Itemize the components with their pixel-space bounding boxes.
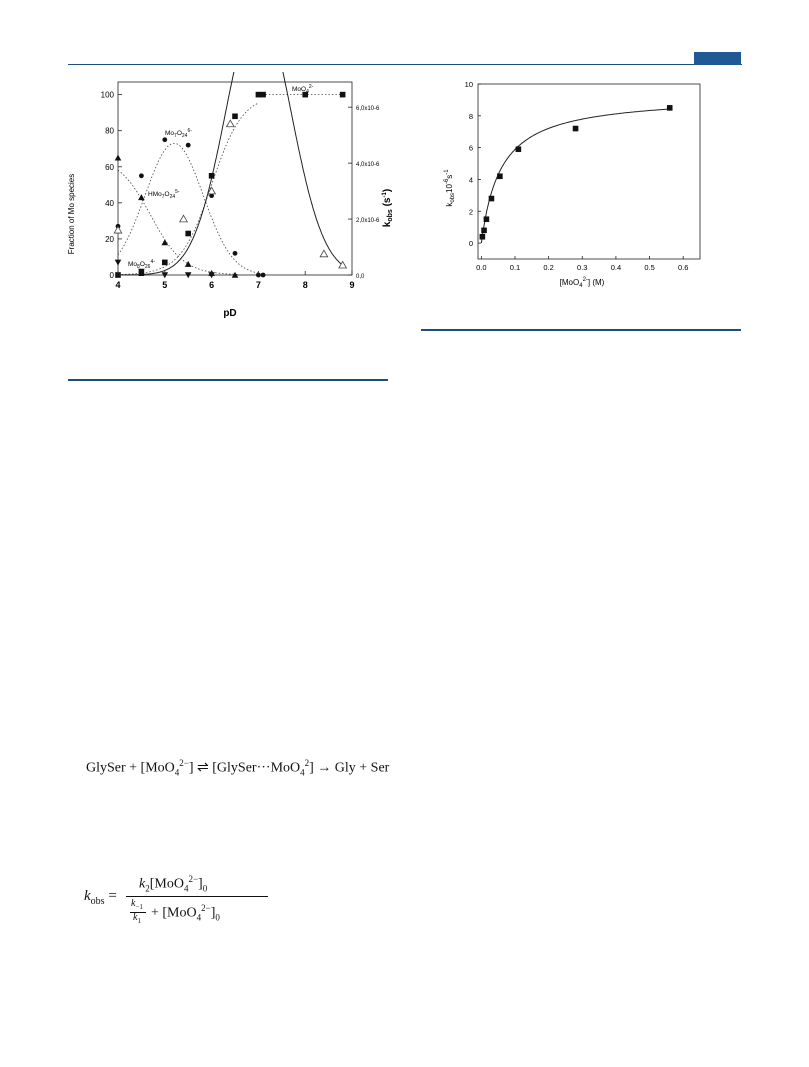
data-point-circle <box>162 137 167 142</box>
data-point <box>484 216 490 222</box>
x-tick-label: 0.0 <box>476 263 487 272</box>
data-point <box>489 196 495 202</box>
section-rule-right <box>421 329 741 331</box>
x-tick-label: 5 <box>162 280 168 290</box>
y-tick-label-right: 4,0x10-6 <box>356 162 380 169</box>
y-axis-label: $k_{obs}10^{-6}s^{-1}$ <box>444 169 456 207</box>
reaction-equation: GlySer + [MoO$_4^{2-}$] ⇌ [GlySer···MoO$_4^2$] → Gly + Ser <box>86 758 390 778</box>
y-tick-label-right: 0,0 <box>356 274 365 280</box>
y-tick-label-left: 60 <box>105 162 114 172</box>
header-rule <box>68 64 742 65</box>
y-tick-label: 2 <box>468 207 473 217</box>
header-color-tab <box>694 52 741 65</box>
y-tick-label-right: 6,0x10-6 <box>356 106 380 113</box>
y-tick-label-left: 100 <box>100 90 114 100</box>
data-point-square <box>260 92 266 98</box>
data-point-circle <box>139 173 144 178</box>
data-point-square <box>232 113 238 119</box>
data-point-circle <box>186 143 191 148</box>
x-tick-label: 8 <box>302 280 308 290</box>
section-rule-left <box>68 379 388 381</box>
x-tick-label: 0.1 <box>509 263 521 272</box>
x-tick-label: 0.3 <box>577 263 588 272</box>
figure-left-speciation-plot <box>60 72 400 322</box>
label-mo7o24: $Mo_7O_{24}^{6-}$ <box>165 128 192 139</box>
label-mo8o26: $Mo_8O_{26}^{4-}$ <box>128 259 155 270</box>
data-point <box>497 173 503 179</box>
label-moo4: MoO$_4^{2-}$ <box>292 84 314 95</box>
plot-frame <box>118 82 352 275</box>
x-axis-label: [MoO$_4^{2-}$] (M) <box>559 277 605 289</box>
x-tick-label: 6 <box>209 280 215 290</box>
data-point-circle <box>261 273 266 278</box>
data-point-triangle-up <box>185 261 192 267</box>
label-hmo7o24: $HMo_7O_{24}^{5-}$ <box>148 189 180 200</box>
x-tick-label: 0.5 <box>644 263 655 272</box>
plot-frame <box>478 84 700 259</box>
y-tick-label-right: 2,0x10-6 <box>356 218 380 225</box>
fit-curve-hmo7o24 <box>118 170 240 274</box>
y-tick-label-left: 80 <box>105 126 114 136</box>
data-point-square <box>340 92 346 98</box>
y-axis-label-right: $k_{obs}$ $(s^{-1})$ <box>382 188 394 228</box>
y-tick-label-left: 0 <box>109 271 114 280</box>
y-tick-label: 10 <box>464 80 473 89</box>
data-point-square <box>209 173 215 179</box>
x-tick-label: 0.2 <box>543 263 554 272</box>
data-point-open-triangle <box>114 226 122 233</box>
x-axis-label: pD <box>223 308 237 319</box>
figure-right-kobs-plot <box>438 78 728 293</box>
data-point-triangle-up <box>115 154 122 160</box>
fraction-bar <box>126 896 268 897</box>
data-point <box>481 228 487 234</box>
data-point <box>573 126 579 132</box>
y-tick-label: 4 <box>468 175 473 185</box>
y-tick-label-left: 20 <box>105 234 114 244</box>
x-tick-label: 0.6 <box>677 263 689 272</box>
x-tick-label: 7 <box>255 280 261 290</box>
rate-equation: $k_{obs}$ = $k_2[MoO_4^{2-}]_0$ $k_{-1}$ $k_1$ + $[MoO_4^{2-}]_0$ <box>84 872 234 928</box>
y-axis-label-left: Fraction of Mo species <box>67 173 76 255</box>
data-point-open-triangle <box>227 120 235 127</box>
fit-curve-kobs <box>118 72 345 275</box>
data-point <box>480 234 486 240</box>
y-tick-label-left: 40 <box>105 198 114 208</box>
data-point-open-triangle <box>180 215 188 222</box>
data-point-triangle-down <box>115 260 122 266</box>
y-tick-label: 6 <box>468 143 473 153</box>
x-tick-label: 0.4 <box>610 263 622 272</box>
y-tick-label: 0 <box>468 239 473 249</box>
x-tick-label: 4 <box>115 280 121 290</box>
data-point <box>667 105 673 111</box>
data-point-open-triangle <box>320 250 328 257</box>
data-point-square <box>185 231 191 237</box>
data-point-square <box>162 260 168 266</box>
y-tick-label: 8 <box>468 111 473 121</box>
x-tick-label: 9 <box>349 280 355 290</box>
data-point-circle <box>233 251 238 256</box>
data-point <box>516 146 522 152</box>
